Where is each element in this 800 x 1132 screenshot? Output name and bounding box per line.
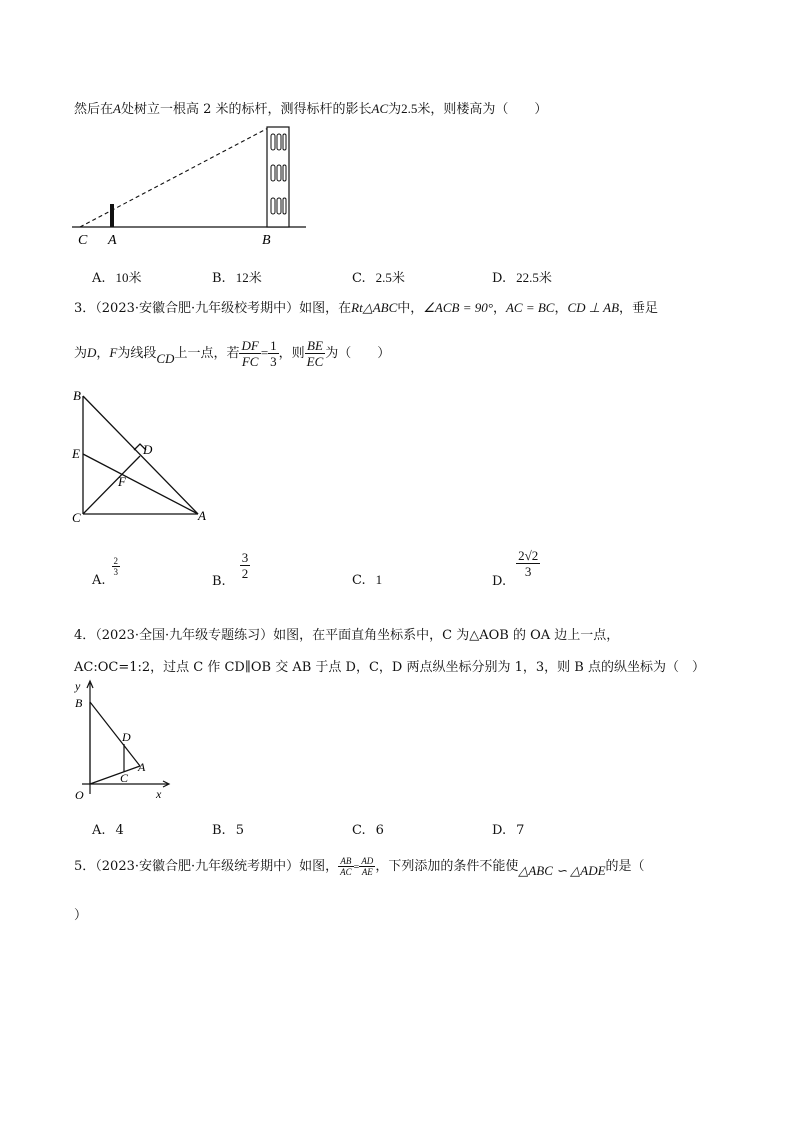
label-a: A <box>198 508 206 523</box>
segment-ba <box>90 702 140 766</box>
label-f: F <box>118 474 126 489</box>
q2-option-b[interactable]: B. 12米 <box>212 270 262 286</box>
segment-ea <box>83 454 198 514</box>
label-e: E <box>72 446 80 461</box>
q4-stem-line2: AC:OC=1:2，过点 C 作 CD∥OB 交 AB 于点 D，C，D 两点纵坐标分别为 1，3，则 B 点的纵坐标为（ ） <box>74 660 705 675</box>
segment-oa <box>90 766 140 784</box>
q3-option-b[interactable]: B. $\frac{3}{2}$ <box>212 550 249 589</box>
q5-stem-line2: ） <box>74 908 88 923</box>
q3-stem-line1: 3．（2023·安徽合肥·九年级校考期中）如图，在Rt△ABC中，∠ACB = 90°，AC = BC，CD ⊥ AB，垂足 <box>74 300 659 316</box>
q3-stem-line2: 为D，F为线段CD上一点，若 $\frac{DF}{FC}$ = $\frac{1}{3}$ ，则 $\frac{BE}{EC}$ 为（ ） <box>74 338 391 369</box>
q2-figure <box>70 122 310 252</box>
q4-option-c[interactable]: C. 6 <box>352 823 384 838</box>
label-b: B <box>73 388 81 403</box>
label-c: C <box>78 233 88 248</box>
q3-option-c[interactable]: C. 1 <box>352 572 383 588</box>
q2-option-d[interactable]: D. 22.5米 <box>492 270 552 286</box>
q4-option-d[interactable]: D. 7 <box>492 823 525 838</box>
q2-option-c[interactable]: C. 2.5米 <box>352 270 405 286</box>
sun-ray-line <box>80 127 270 227</box>
fraction-be-ec: $\frac{BE}{EC}$ <box>306 338 324 369</box>
label-b: B <box>262 233 271 248</box>
fraction-1-3: $\frac{1}{3}$ <box>270 338 277 369</box>
label-o: O <box>75 788 84 802</box>
q4-stem-line1: 4．（2023·全国·九年级专题练习）如图，在平面直角坐标系中，C 为△AOB 的 OA 边上一点， <box>74 628 620 643</box>
fraction-df-fc: $\frac{DF}{FC}$ <box>241 338 259 369</box>
label-x: x <box>156 787 162 801</box>
label-c: C <box>72 510 81 523</box>
fraction-ad-ae: $\frac{AD}{AE}$ <box>361 856 374 877</box>
q3-option-a[interactable]: A. $\frac{2}{3}$ <box>92 556 119 588</box>
q2-stem: 然后在A处树立一根高 2 米的标杆，测得标杆的影长AC为2.5米，则楼高为（ ） <box>74 101 548 117</box>
label-a: A <box>108 233 117 248</box>
label-b: B <box>75 696 83 710</box>
q4-figure <box>72 678 172 806</box>
q2-option-a[interactable]: A. 10米 <box>92 270 142 286</box>
label-d: D <box>122 730 131 744</box>
fraction-ab-ac: $\frac{AB}{AC}$ <box>340 856 352 877</box>
q3-option-d[interactable]: D. $\frac{2√2}{3}$ <box>492 548 539 589</box>
label-d: D <box>143 442 153 457</box>
q4-option-a[interactable]: A. 4 <box>92 823 124 838</box>
label-a: A <box>138 760 146 774</box>
q4-option-b[interactable]: B. 5 <box>212 823 244 838</box>
q5-stem-line1: 5．（2023·安徽合肥·九年级统考期中）如图， $\frac{AB}{AC}$ = $\frac{AD}{AE}$ ，下列添加的条件不能使△ABC ∽ △ADE的是（ <box>74 856 645 878</box>
q3-figure <box>70 388 220 523</box>
segment-cd <box>83 456 140 514</box>
label-y: y <box>75 679 81 693</box>
label-c: C <box>120 771 129 785</box>
